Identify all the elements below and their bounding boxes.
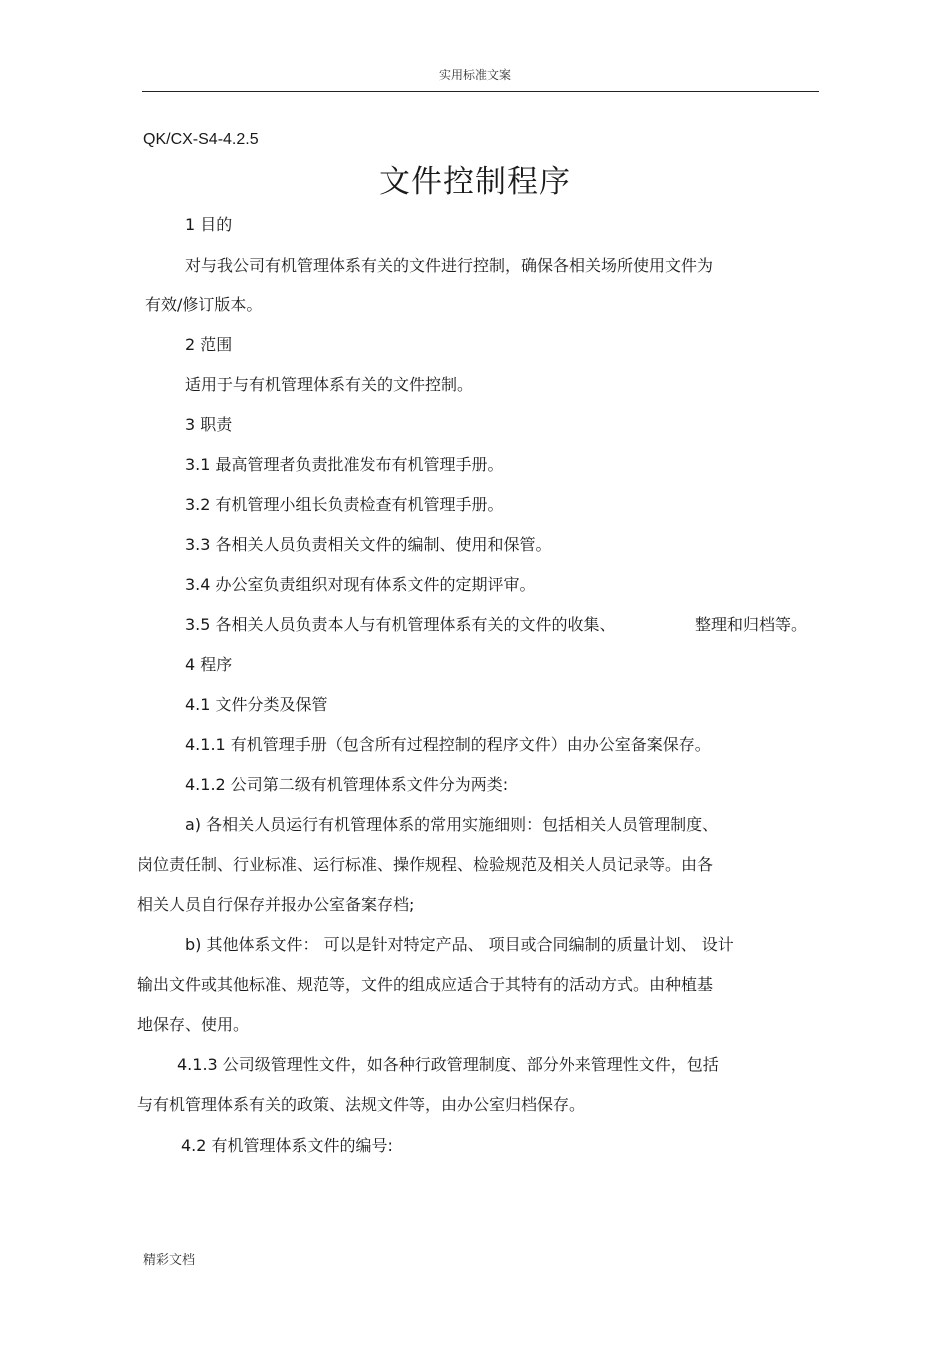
document-title: 文件控制程序: [379, 164, 571, 200]
paragraph-line: a) 各相关人员运行有机管理体系的常用实施细则：包括相关人员管理制度、: [185, 815, 719, 834]
page-footer: 精彩文档: [143, 1253, 196, 1268]
section-heading-purpose: 1 目的: [185, 215, 233, 234]
subsection-heading: 4.2 有机管理体系文件的编号:: [181, 1136, 393, 1155]
page-header: 实用标准文案: [438, 68, 511, 82]
section-heading-responsibilities: 3 职责: [185, 415, 233, 434]
list-item: 3.3 各相关人员负责相关文件的编制、使用和保管。: [185, 535, 552, 554]
section-heading-scope: 2 范围: [185, 335, 233, 354]
paragraph-line: 适用于与有机管理体系有关的文件控制。: [185, 375, 474, 394]
paragraph-line: 4.1.3 公司级管理性文件，如各种行政管理制度、部分外来管理性文件，包括: [177, 1055, 719, 1074]
list-item-continuation: 整理和归档等。: [695, 615, 808, 634]
header-divider: [142, 91, 819, 92]
list-item: 4.1.2 公司第二级有机管理体系文件分为两类:: [185, 775, 509, 794]
list-item: 3.2 有机管理小组长负责检查有机管理手册。: [185, 495, 504, 514]
paragraph-line: 对与我公司有机管理体系有关的文件进行控制，确保各相关场所使用文件为: [185, 256, 714, 275]
section-heading-procedure: 4 程序: [185, 655, 233, 674]
document-code: QK/CX-S4-4.2.5: [143, 131, 259, 148]
list-item: 3.1 最高管理者负责批准发布有机管理手册。: [185, 455, 504, 474]
paragraph-line: 与有机管理体系有关的政策、法规文件等，由办公室归档保存。: [137, 1095, 586, 1114]
subsection-heading: 4.1 文件分类及保管: [185, 695, 328, 714]
list-item: 3.5 各相关人员负责本人与有机管理体系有关的文件的收集、: [185, 615, 616, 634]
paragraph-line: 有效/修订版本。: [145, 295, 263, 314]
paragraph-line: 岗位责任制、行业标准、运行标准、操作规程、检验规范及相关人员记录等。由各: [137, 855, 714, 874]
list-item: 3.4 办公室负责组织对现有体系文件的定期评审。: [185, 575, 536, 594]
paragraph-line: 地保存、使用。: [137, 1015, 250, 1034]
paragraph-line: 输出文件或其他标准、规范等，文件的组成应适合于其特有的活动方式。由种植基: [137, 975, 714, 994]
paragraph-line: b) 其他体系文件： 可以是针对特定产品、 项目或合同编制的质量计划、 设计: [185, 935, 734, 954]
paragraph-line: 相关人员自行保存并报办公室备案存档;: [137, 895, 415, 914]
list-item: 4.1.1 有机管理手册（包含所有过程控制的程序文件）由办公室备案保存。: [185, 735, 711, 754]
